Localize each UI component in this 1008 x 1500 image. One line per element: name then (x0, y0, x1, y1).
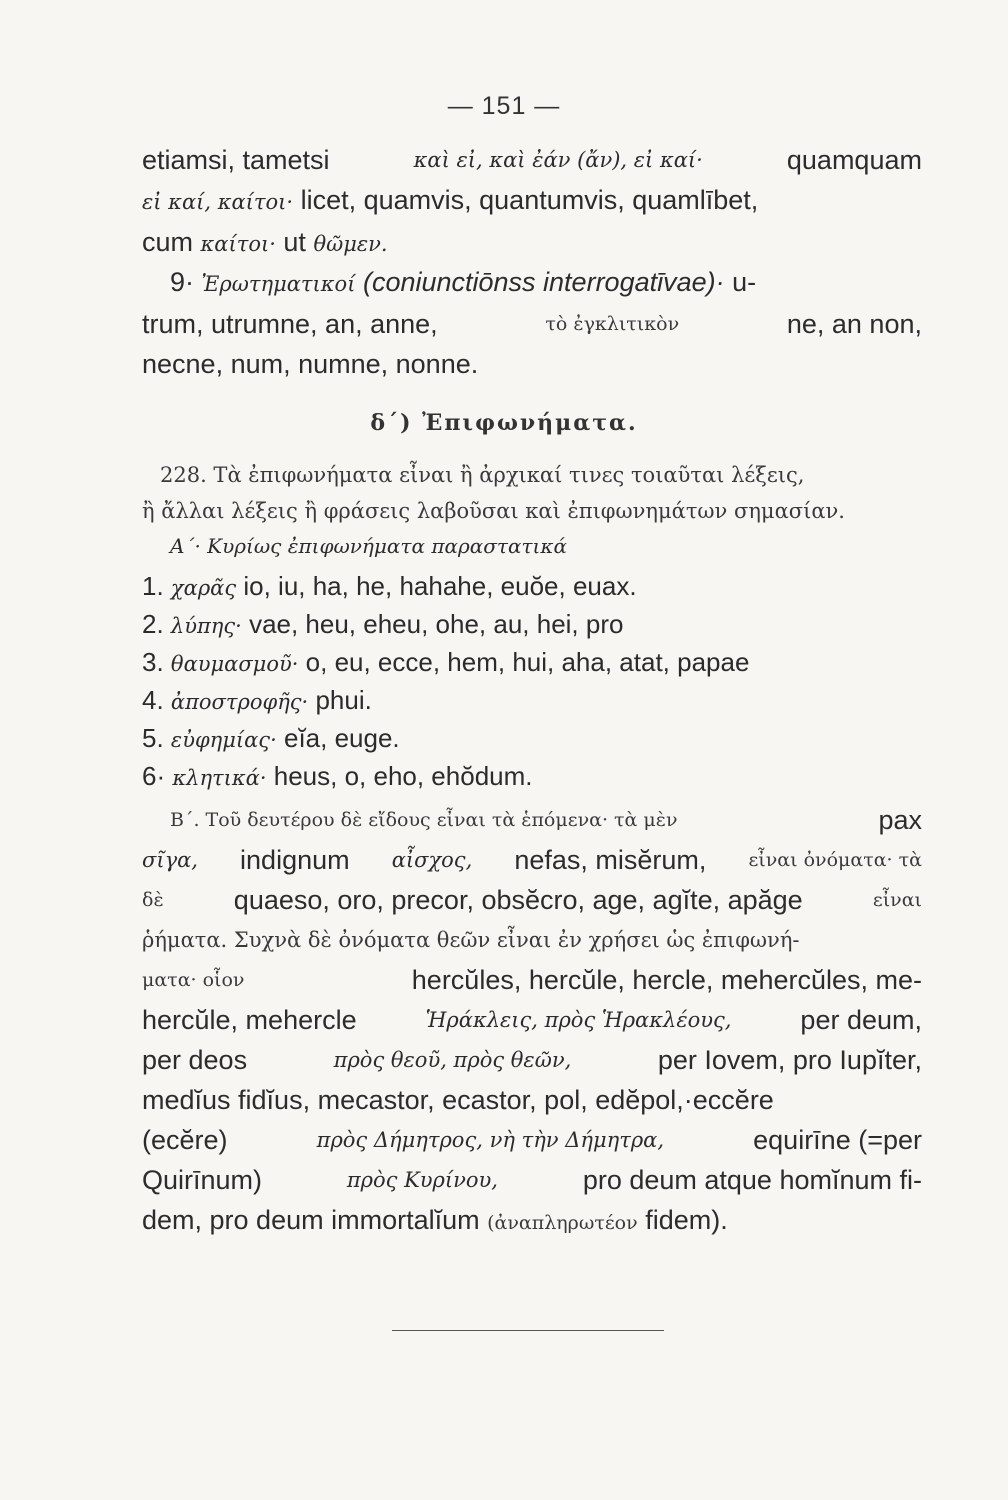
footer-rule (392, 1330, 664, 1331)
text-line: (ecĕre) πρὸς Δήμητρος, νὴ τὴν Δήμητρα, equirīne (=per (142, 1125, 922, 1155)
text-line: trum, utrumne, an, anne, τὸ ἐγκλιτικὸν ne, an non, (142, 309, 922, 339)
list-item: 4. ἀποστροφῆς· phui. (142, 685, 372, 715)
text-line: ῥήματα. Συχνὰ δὲ ὀνόματα θεῶν εἶναι ἐν χρήσει ὡς ἐπιφωνή- (142, 928, 800, 952)
text-line: 228. Τὰ ἐπιφωνήματα εἶναι ἢ ἀρχικαί τινες τοιαῦται λέξεις, (160, 463, 805, 487)
list-item: 5. εὐφημίας· eĭa, euge. (142, 723, 400, 753)
text-line: per deos πρὸς θεοῦ, πρὸς θεῶν, per Iovem, pro Iupĭter, (142, 1045, 922, 1075)
text-line: ἢ ἄλλαι λέξεις ἢ φράσεις λαβοῦσαι καὶ ἐπιφωνημάτων σημασίαν. (142, 499, 845, 523)
list-item: 6· κλητικά· heus, o, eho, ehŏdum. (142, 761, 533, 791)
text-line: εἰ καί, καίτοι· licet, quamvis, quantumvis, quamlībet, (142, 185, 759, 215)
interjection-list (142, 568, 922, 796)
list-item: 3. θαυμασμοῦ· o, eu, ecce, hem, hui, aha, atat, papae (142, 647, 750, 677)
paragraph-interjections-second-kind (142, 800, 922, 1243)
paragraph-conjunctions-interrogative (142, 262, 922, 384)
text-line: 9· Ἐρωτηματικοί (coniunctiōnss interrogatīvae)· u- (170, 267, 757, 297)
paragraph-conjunctions-concessive (142, 140, 922, 264)
text-line: ματα· οἷον hercŭles, hercŭle, hercle, mehercŭles, me- (142, 965, 922, 995)
text-line: dem, pro deum immortalĭum (ἀναπληρωτέον fidem). (142, 1205, 728, 1235)
text-line: Β΄. Τοῦ δευτέρου δὲ εἴδους εἶναι τὰ ἑπόμενα· τὰ μὲν pax (170, 805, 922, 835)
text-line: medĭus fidĭus, mecastor, ecastor, pol, edĕpol,·eccĕre (142, 1085, 774, 1115)
text-line: etiamsi, tametsi καὶ εἰ, καὶ ἐάν (ἄν), εἰ καί· quamquam (142, 145, 922, 175)
list-item: 2. λύπης· vae, heu, eheu, ohe, au, hei, pro (142, 609, 624, 639)
list-item: 1. χαρᾶς io, iu, ha, he, hahahe, euŏe, euax. (142, 571, 637, 601)
text-line: cum καίτοι· ut θῶμεν. (142, 227, 388, 257)
text-line: necne, num, numne, nonne. (142, 349, 479, 379)
page-number: — 151 — (447, 92, 561, 120)
text-line: δὲ quaeso, oro, precor, obsĕcro, age, agĭte, apăge εἶναι (142, 885, 922, 915)
section-heading: δ΄) Ἐπιφωνήματα. (370, 410, 638, 436)
paragraph-interjections-intro (142, 457, 922, 563)
subsection-heading: Α΄· Κυρίως ἐπιφωνήματα παραστατικά (170, 534, 567, 558)
text-line: Quirīnum) πρὸς Κυρίνου, pro deum atque homĭnum fi- (142, 1165, 922, 1195)
text-line: hercŭle, mehercle Ἡράκλεις, πρὸς Ἡρακλέους, per deum, (142, 1005, 922, 1035)
text-line: σῖγα, indignum αἶσχος, nefas, misĕrum, εἶναι ὀνόματα· τὰ (142, 845, 922, 875)
